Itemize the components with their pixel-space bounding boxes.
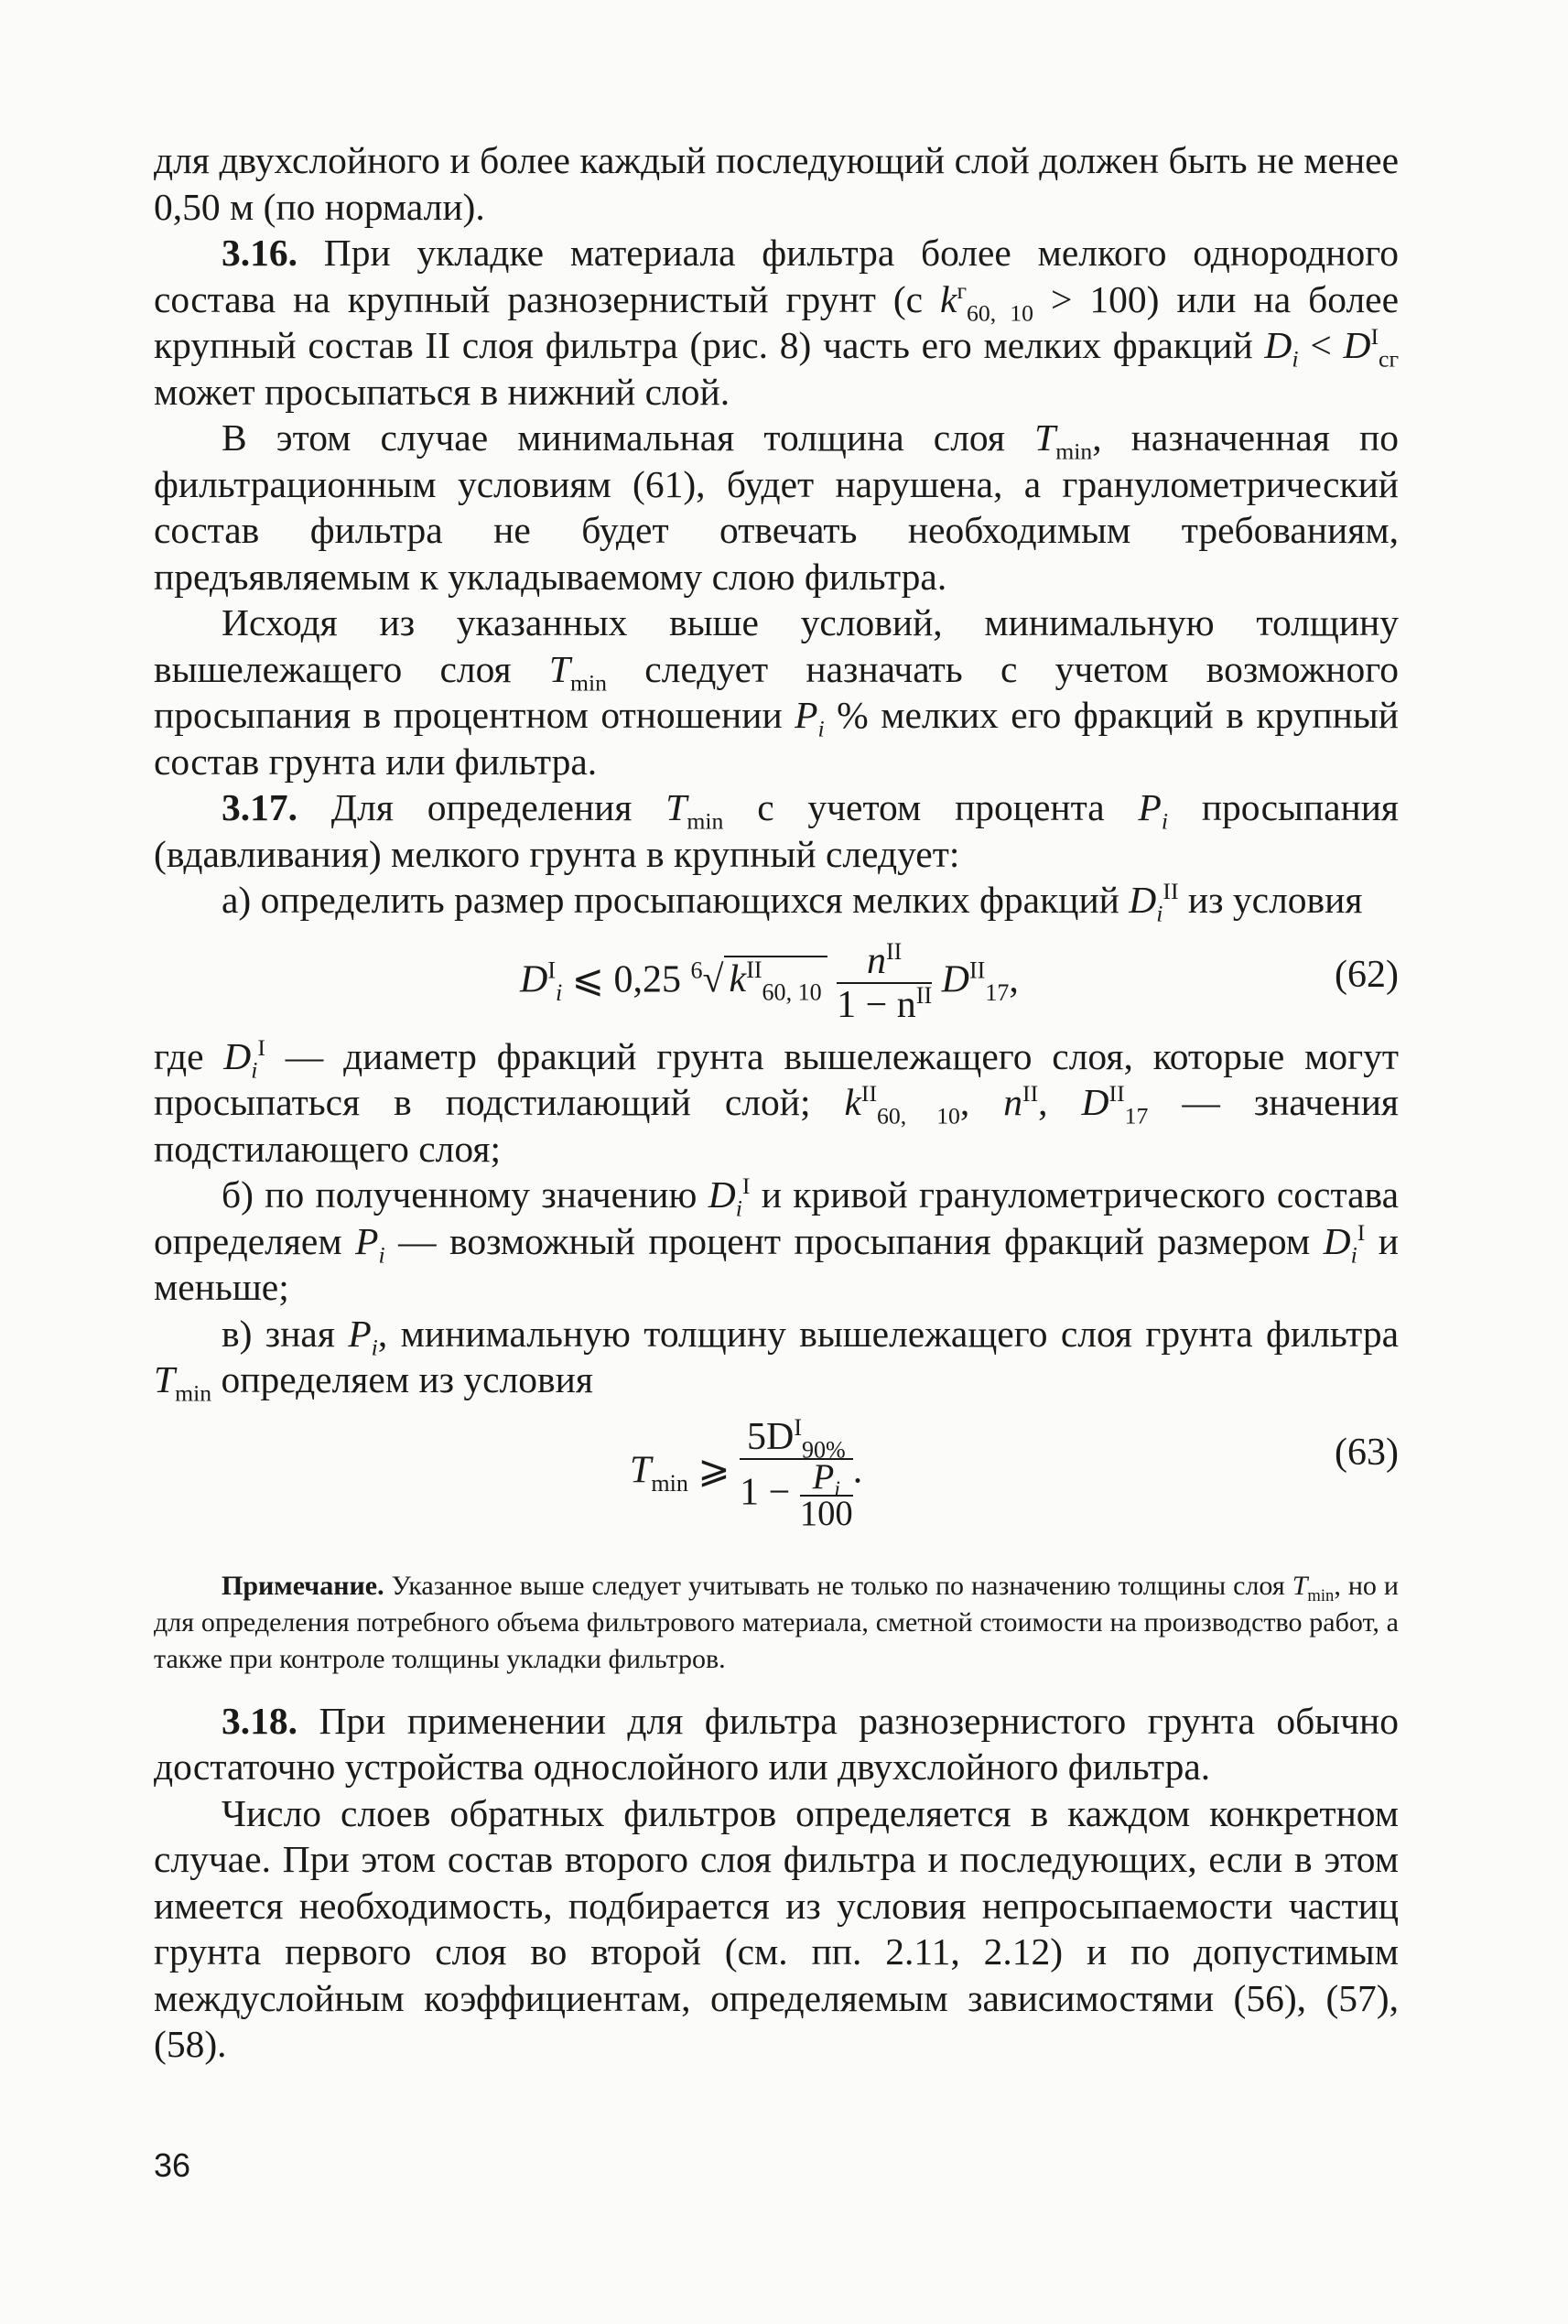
section-number: 3.16. [222, 232, 297, 274]
paragraph-where [154, 1033, 1399, 1173]
paragraph-3 [154, 600, 1399, 784]
text: в) зная [222, 1312, 349, 1355]
text: , [1038, 1081, 1082, 1123]
item-b [154, 1172, 1399, 1311]
symbol-d: D [1081, 1081, 1109, 1123]
sub: i [735, 1194, 742, 1222]
sub: 17 [985, 978, 1010, 1006]
sub: 17 [1124, 1102, 1149, 1130]
symbol-k: k [844, 1081, 861, 1123]
section-number: 3.17. [222, 786, 297, 828]
numerator [800, 1457, 853, 1502]
text: , [1009, 958, 1019, 1001]
sub: i [1350, 1240, 1357, 1268]
sub: i [1292, 345, 1299, 373]
item-a [154, 877, 1399, 927]
symbol-n: n [866, 939, 886, 982]
text: При укладке материала фильтра более мелкого однородного состава на крупный разнозернистый грунт (с [154, 232, 1399, 320]
formula-62 [154, 924, 1399, 1033]
page-number: 36 [154, 2146, 191, 2184]
sub: 60, 10 [877, 1102, 960, 1130]
text: При применении для фильтра разнозернистого грунта обычно достаточно устройства однослойного или двухслойного фильтра. [154, 1699, 1399, 1788]
sub: i [251, 1055, 258, 1083]
radicand [724, 956, 827, 1006]
page-body [154, 137, 1399, 2068]
sup: I [547, 957, 557, 984]
section-3-16 [154, 230, 1399, 415]
text: < [1298, 324, 1344, 366]
paragraph-continuation: для двухслойного и более каждый последующий слой должен быть не менее 0,50 м (по нормали). [154, 139, 1399, 228]
text: — возможный процент просыпания фракций размером [384, 1219, 1324, 1262]
inner-fraction [799, 1457, 853, 1533]
sub: min [175, 1379, 212, 1407]
text: Указанное выше следует учитывать не только по назначению толщины слоя [384, 1570, 1292, 1601]
text: , [959, 1081, 1004, 1123]
text: 5D [747, 1415, 795, 1458]
sub: i [1161, 807, 1169, 835]
symbol-p: P [812, 1457, 835, 1497]
text: Исходя из указанных выше условий, минимальную толщину вышележащего слоя [154, 601, 1399, 690]
sub: min [1307, 1585, 1335, 1605]
symbol-d: D [1264, 324, 1292, 366]
text: и меньше; [154, 1219, 1399, 1308]
denominator: 100 [799, 1494, 853, 1533]
fraction [837, 937, 933, 1026]
sub: i [834, 1477, 840, 1502]
text: б) по полученному значению [222, 1173, 708, 1216]
text: > 100) или на более крупный состав II слоя фильтра (рис. 8) часть его мелких фракций [154, 277, 1399, 366]
sub: min [1055, 438, 1093, 465]
sub: i [817, 715, 825, 742]
symbol-t: T [1034, 416, 1056, 459]
text: Для определения [297, 786, 666, 828]
text: % [824, 694, 869, 736]
sup: I [1357, 1218, 1366, 1246]
sub: min [570, 668, 608, 696]
equation-number: (62) [1335, 953, 1399, 996]
text: где [154, 1034, 224, 1077]
sup: II [1108, 1080, 1125, 1108]
sup: II [1162, 878, 1179, 905]
text: и кривой гранулометрического состава определяем [154, 1173, 1399, 1262]
paragraph-last: Число слоев обратных фильтров определяется в каждом конкретном случае. При этом состав второго слоя фильтра и последующих, если в этом имеется необходимость, подбирается из условия непросыпаемости частиц грунта первого слоя во второй (см. пп. 2.11, 2.12) и по допустимым междуслойным коэффициентам, определяемым зависимостями (56), (57), (58). [154, 1791, 1399, 2065]
symbol-t: T [665, 786, 687, 828]
text: , назначенная по фильтрационным условиям (61), будет нарушена, а гранулометрический состав фильтра не будет отвечать необходимым требованиям, предъявляемым к укладываемому слою фильтра. [154, 416, 1400, 598]
sub: i [371, 1333, 378, 1360]
symbol-d: D [1129, 879, 1157, 921]
formula-62-body [520, 937, 1019, 1026]
text: мелких его фракций в крупный состав грунта или фильтра. [154, 694, 1399, 783]
text: из условия [1178, 879, 1363, 921]
section-number: 3.18. [222, 1699, 297, 1742]
text: 1 − n [837, 983, 916, 1026]
text: ⩾ [687, 1449, 741, 1492]
equation-number: (63) [1335, 1431, 1399, 1474]
text: с учетом процента [723, 786, 1139, 828]
item-c [154, 1311, 1399, 1407]
formula-63-body [630, 1413, 863, 1533]
symbol-p: P [348, 1312, 372, 1355]
text: просыпания (вдавливания) мелкого грунта в крупный следует: [154, 786, 1400, 875]
formula-63 [154, 1403, 1399, 1540]
symbol-t: T [154, 1358, 176, 1400]
symbol-p: P [1138, 786, 1162, 828]
symbol-d: D [708, 1173, 736, 1216]
symbol-k: k [940, 277, 957, 320]
symbol-n: n [1003, 1081, 1023, 1123]
symbol-p: P [795, 694, 818, 736]
symbol-t: T [548, 647, 570, 690]
sup: II [968, 957, 986, 984]
symbol-d: D [1343, 324, 1371, 366]
text: а) определить размер просыпающихся мелких фракций [222, 879, 1130, 921]
note-label: Примечание. [222, 1570, 384, 1601]
sup: I [257, 1033, 265, 1061]
sup: I [794, 1413, 803, 1441]
sup: I [741, 1173, 751, 1200]
numerator [837, 937, 932, 984]
sub: i [1156, 900, 1163, 927]
note [154, 1568, 1399, 1678]
symbol-d: D [941, 958, 969, 1001]
sup: г [957, 276, 968, 304]
root-index: 6 [690, 957, 703, 984]
sub: сг [1379, 345, 1400, 373]
text: — диаметр фракций грунта вышележащего слоя, которые могут просыпаться в подстилающий слой; [154, 1034, 1399, 1123]
text: определяем из условия [211, 1358, 593, 1400]
symbol-p: P [355, 1219, 379, 1262]
sub: 60, 10 [967, 298, 1033, 326]
radical-sign: √ [702, 958, 724, 1001]
sup: I [1370, 323, 1379, 351]
sup: II [915, 981, 933, 1009]
sup: II [885, 937, 903, 965]
text: , минимальную толщину вышележащего слоя грунта фильтра [377, 1312, 1399, 1355]
sub: min [687, 807, 724, 835]
symbol-k: k [729, 958, 747, 1001]
text: . [852, 1449, 863, 1492]
numerator [740, 1413, 853, 1463]
sub: 60, 10 [762, 978, 822, 1006]
text: — значения подстилающего слоя; [154, 1081, 1399, 1170]
sup: II [746, 957, 762, 984]
symbol-d: D [1323, 1219, 1351, 1262]
fraction [740, 1413, 853, 1533]
section-3-17 [154, 784, 1399, 877]
text: В этом случае минимальная толщина слоя [222, 416, 1035, 459]
text: , но и для определения потребного объема фильтрового материала, сметной стоимости на производство работ, а также при контроле толщины укладки фильтров. [154, 1570, 1399, 1674]
sub: i [556, 978, 563, 1006]
symbol-d: D [223, 1034, 252, 1077]
sub: i [378, 1240, 385, 1268]
symbol-t: T [630, 1449, 652, 1492]
text: следует назначать с учетом возможного просыпания в процентном отношении [154, 647, 1399, 736]
denominator [837, 981, 933, 1026]
paragraph-2 [154, 415, 1399, 600]
symbol-d: D [520, 958, 548, 1001]
sup: II [1022, 1080, 1039, 1108]
text: 1 − [740, 1471, 800, 1514]
denominator [740, 1457, 853, 1533]
section-3-18 [154, 1698, 1399, 1790]
sub: min [651, 1469, 688, 1497]
text: может просыпаться в нижний слой. [154, 370, 730, 413]
text: ⩽ 0,25 [562, 958, 681, 1001]
symbol-t: T [1292, 1570, 1308, 1601]
sup: II [860, 1080, 878, 1108]
sub: 90% [802, 1435, 846, 1463]
